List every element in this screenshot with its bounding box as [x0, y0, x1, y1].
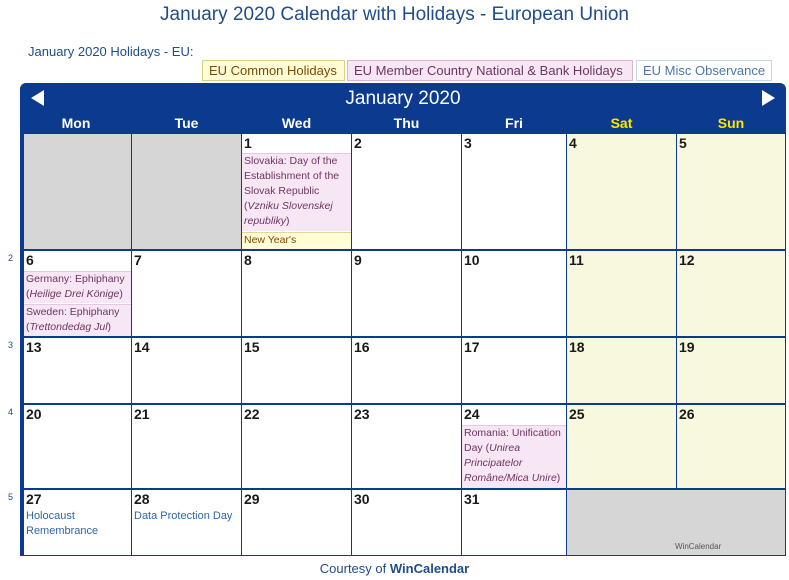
day-number: 14 — [134, 339, 150, 355]
day-number: 26 — [679, 406, 695, 422]
day-number: 4 — [569, 135, 577, 151]
day-number: 2 — [354, 135, 362, 151]
empty-day-cell — [24, 134, 131, 249]
day-number: 28 — [134, 491, 150, 507]
chevron-right-icon[interactable] — [762, 90, 775, 106]
day-cell-11[interactable] — [567, 251, 676, 336]
day-cell-30[interactable] — [352, 490, 461, 556]
day-number: 13 — [26, 339, 42, 355]
day-number: 20 — [26, 406, 42, 422]
event-sweden[interactable]: Sweden: Ephiphany (Trettondedag Jul) — [24, 304, 131, 336]
empty-day-cell — [567, 490, 785, 556]
day-cell-21[interactable] — [132, 405, 241, 488]
day-number: 21 — [134, 406, 150, 422]
day-cell-28[interactable] — [132, 490, 241, 556]
page-title: January 2020 Calendar with Holidays - European Union — [160, 4, 629, 25]
day-number: 10 — [464, 252, 480, 268]
day-cell-20[interactable] — [24, 405, 131, 488]
week-number: 4 — [8, 407, 14, 417]
day-number: 24 — [464, 406, 480, 422]
day-number: 3 — [464, 135, 472, 151]
dow-tue: Tue — [174, 115, 199, 131]
event-slovakia[interactable]: Slovakia: Day of the Establishment of the Slovak Republic (Vzniku Slovenskej republiky) — [242, 153, 351, 231]
day-cell-14[interactable] — [132, 338, 241, 403]
day-of-week-row — [21, 113, 785, 133]
day-cell-13[interactable] — [24, 338, 131, 403]
day-number: 30 — [354, 491, 370, 507]
day-number: 23 — [354, 406, 370, 422]
day-cell-24[interactable] — [462, 405, 566, 488]
event-new-years[interactable]: New Year's — [242, 232, 351, 249]
footer-prefix: Courtesy of — [319, 561, 387, 576]
day-cell-23[interactable] — [352, 405, 461, 488]
dow-thu: Thu — [393, 115, 420, 131]
dow-mon: Mon — [61, 115, 91, 131]
day-cell-10[interactable] — [462, 251, 566, 336]
legend-eu-national[interactable]: EU Member Country National & Bank Holidays — [347, 60, 633, 81]
dow-sat: Sat — [610, 115, 633, 131]
day-cell-1[interactable] — [242, 134, 351, 249]
day-cell-9[interactable] — [352, 251, 461, 336]
footer — [0, 561, 789, 576]
day-cell-8[interactable] — [242, 251, 351, 336]
day-cell-3[interactable] — [462, 134, 566, 249]
event-romania[interactable]: Romania: Unification Day (Unirea Principatelor Române/Mica Unire) — [462, 425, 566, 488]
day-cell-26[interactable] — [677, 405, 785, 488]
day-cell-2[interactable] — [352, 134, 461, 249]
day-number: 8 — [244, 252, 252, 268]
day-cell-6[interactable] — [24, 251, 131, 336]
day-cell-4[interactable] — [567, 134, 676, 249]
day-number: 7 — [134, 252, 142, 268]
day-number: 15 — [244, 339, 260, 355]
day-cell-15[interactable] — [242, 338, 351, 403]
day-cell-7[interactable] — [132, 251, 241, 336]
day-cell-18[interactable] — [567, 338, 676, 403]
day-number: 16 — [354, 339, 370, 355]
day-cell-17[interactable] — [462, 338, 566, 403]
day-number: 27 — [26, 491, 42, 507]
day-cell-5[interactable] — [677, 134, 785, 249]
event-holocaust[interactable]: Holocaust Remembrance — [26, 510, 99, 537]
dow-sun: Sun — [717, 115, 745, 131]
day-number: 19 — [679, 339, 695, 355]
day-cell-29[interactable] — [242, 490, 351, 556]
day-cell-12[interactable] — [677, 251, 785, 336]
day-number: 6 — [26, 252, 34, 268]
day-number: 11 — [569, 252, 584, 268]
legend-eu-common[interactable]: EU Common Holidays — [202, 60, 345, 81]
day-number: 31 — [464, 491, 480, 507]
footer-link[interactable]: WinCalendar — [389, 561, 470, 576]
day-number: 5 — [679, 135, 687, 151]
dow-wed: Wed — [281, 115, 312, 131]
day-number: 25 — [569, 406, 585, 422]
day-number: 29 — [244, 491, 260, 507]
day-cell-16[interactable] — [352, 338, 461, 403]
day-number: 12 — [679, 252, 695, 268]
day-number: 9 — [354, 252, 362, 268]
legend-eu-misc[interactable]: EU Misc Observance — [636, 60, 772, 81]
day-cell-19[interactable] — [677, 338, 785, 403]
week-number: 2 — [8, 253, 14, 263]
day-cell-22[interactable] — [242, 405, 351, 488]
day-cell-31[interactable] — [462, 490, 566, 556]
holidays-subtitle: January 2020 Holidays - EU: — [28, 44, 194, 59]
chevron-left-icon[interactable] — [31, 90, 44, 106]
week-number: 5 — [8, 492, 14, 502]
day-number: 22 — [244, 406, 260, 422]
day-number: 18 — [569, 339, 585, 355]
day-number: 1 — [244, 135, 252, 151]
watermark: WinCalendar — [675, 542, 722, 551]
calendar — [20, 83, 786, 556]
day-number: 17 — [464, 339, 480, 355]
week-number: 3 — [8, 340, 14, 350]
dow-fri: Fri — [505, 115, 523, 131]
empty-day-cell — [132, 134, 241, 249]
day-cell-25[interactable] — [567, 405, 676, 488]
event-germany[interactable]: Germany: Ephiphany (Heilige Drei Könige) — [24, 271, 131, 303]
month-title: January 2020 — [345, 88, 461, 109]
event-data-protection[interactable]: Data Protection Day — [134, 510, 233, 522]
day-cell-27[interactable] — [24, 490, 131, 556]
calendar-header — [21, 84, 785, 113]
